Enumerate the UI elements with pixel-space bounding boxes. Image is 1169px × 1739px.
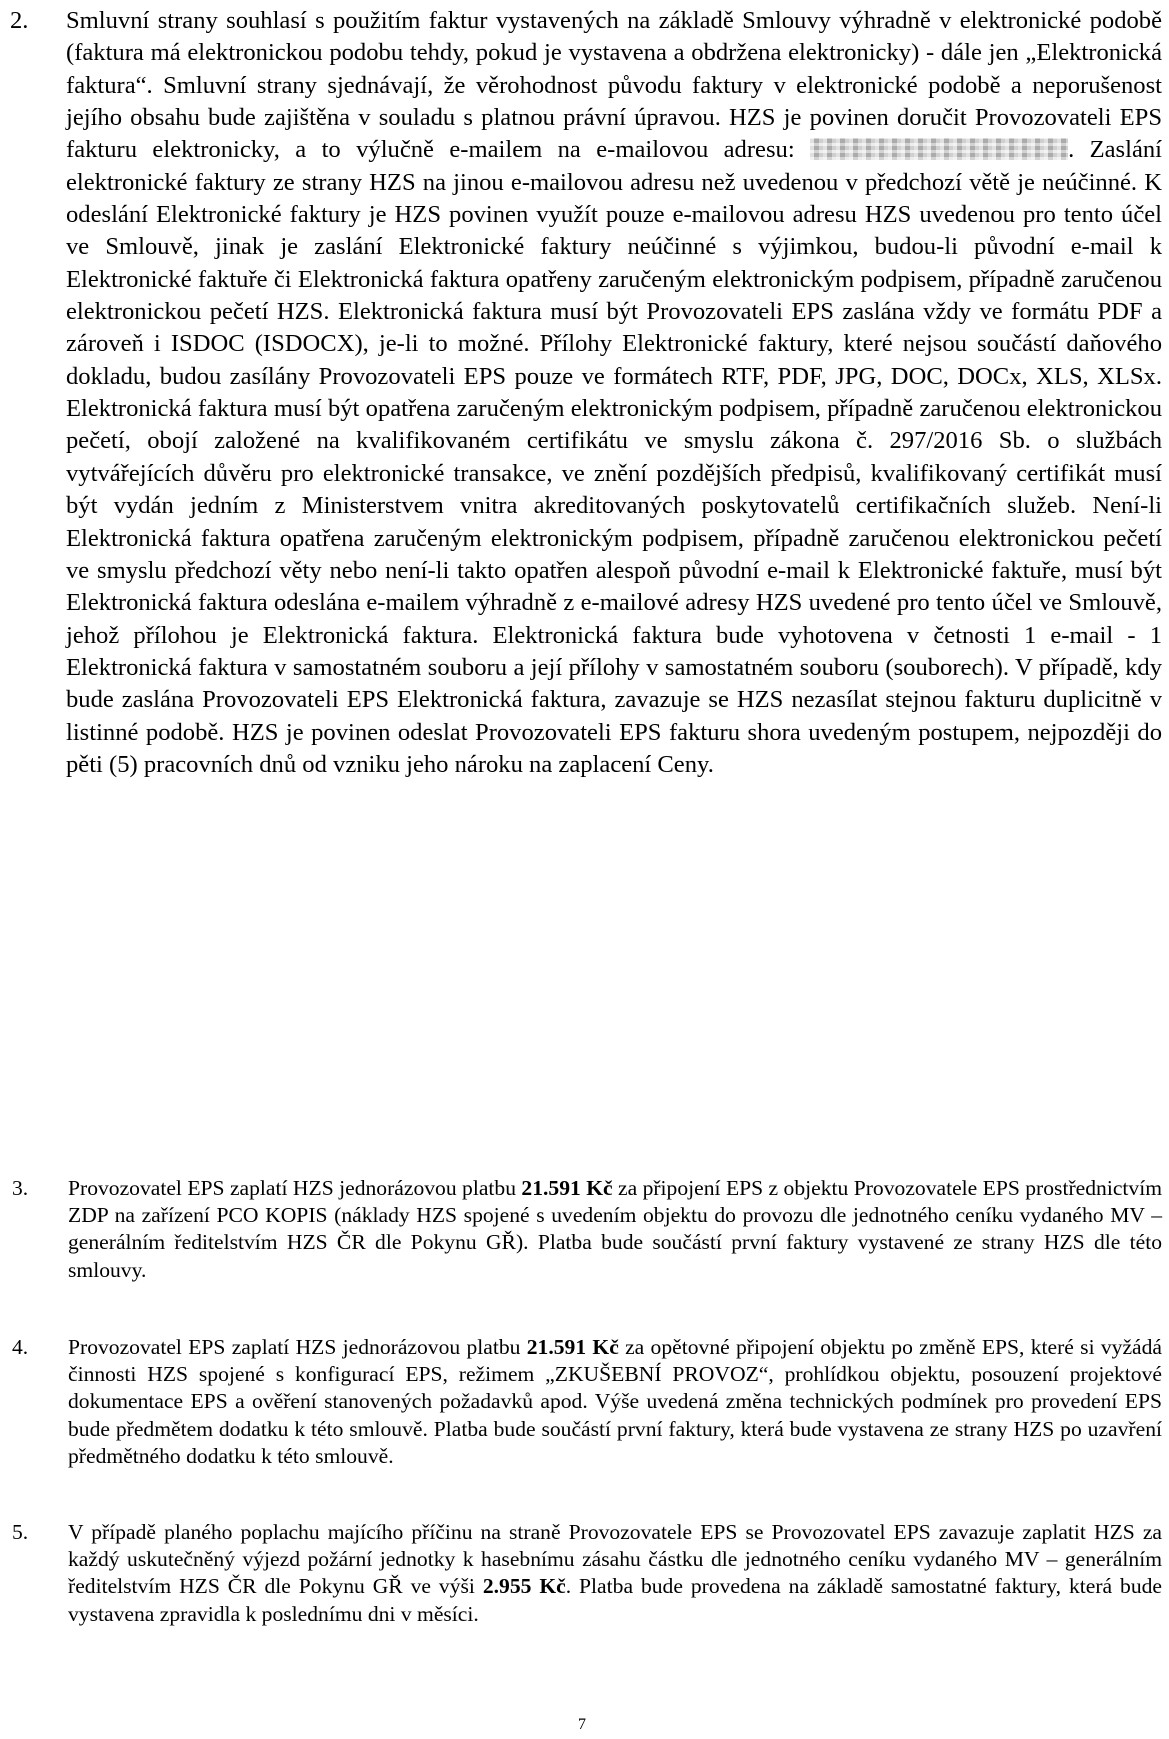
clause-text-part: Provozovatel EPS zaplatí HZS jednorázovou platbu	[68, 1335, 527, 1359]
clause-3	[10, 1175, 1162, 1284]
clause-text	[68, 1175, 1162, 1284]
payment-amount: 21.591 Kč	[521, 1176, 613, 1200]
clause-text-part: za opětovné připojení objektu po změně EPS, které si vyžádá činnosti HZS spojené s konfigurací EPS, režimem „ZKUŠEBNÍ PROVOZ“, prohlídkou objektu, posouzení projektové dokumentace EPS a ověření stanovených požadavků apod. Výše uvedená změna technických podmínek pro provedení EPS bude předmětem dodatku k této smlouvě. Platba bude součástí první faktury, která bude vystavena ze strany HZS po uzavření předmětného dodatku k této smlouvě.	[68, 1335, 1162, 1468]
clause-text-part: . Platba bude provedena na základě samostatné faktury, která bude vystavena zpravidla k poslednímu dni v měsíci.	[68, 1574, 1163, 1626]
clause-text-part: . Zaslání elektronické faktury ze strany HZS na jinou e-mailovou adresu než uvedenou v předchozí větě je neúčinné. K odeslání Elektronické faktury je HZS povinen využít pouze e-mailovou adresu HZS uvedenou pro tento účel ve Smlouvě, jinak je zaslání Elektronické faktury neúčinné s výjimkou, budou-li původní e-mail k Elektronické faktuře či Elektronická faktura opatřeny zaručeným elektronickým podpisem, případně zaručenou elektronickou pečetí HZS. Elektronická faktura musí být Provozovateli EPS zaslána vždy ve formátu PDF a zároveň i ISDOC (ISDOCX), je-li to možné. Přílohy Elektronické faktury, které nejsou součástí daňového dokladu, budou zasílány Provozovateli EPS pouze ve formátech RTF, PDF, JPG, DOC, DOCx, XLS, XLSx. Elektronická faktura musí být opatřena zaručeným elektronickým podpisem, případně zaručenou elektronickou pečetí, obojí založené na kvalifikovaném certifikátu ve smyslu zákona č. 297/2016 Sb. o službách vytvářejících důvěru pro elektronické transakce, ve znění pozdějších předpisů, kvalifikovaný certifikát musí být vydán jedním z Ministerstvem vnitra akreditovaných poskytovatelů certifikačních služeb. Není-li Elektronická faktura opatřena zaručeným elektronickým podpisem, případně zaručenou elektronickou pečetí ve smyslu předchozí věty nebo není-li takto opatřen alespoň původní e-mail k Elektronické faktuře, musí být Elektronická faktura odeslána e-mailem výhradně z e-mailové adresy HZS uvedené pro tento účel ve Smlouvě, jehož přílohou je Elektronická faktura. Elektronická faktura bude vyhotovena v četnosti 1 e-mail - 1 Elektronická faktura v samostatném souboru a její přílohy v samostatném souboru (souborech). V případě, kdy bude zaslána Provozovateli EPS Elektronická faktura, zavazuje se HZS nezasílat stejnou fakturu duplicitně v listinné podobě. HZS je povinen odeslat Provozovateli EPS fakturu shora uvedeným postupem, nejpozději do pěti (5) pracovních dnů od vzniku jeho nároku na zaplacení Ceny.	[66, 136, 1162, 778]
clause-text	[68, 1519, 1162, 1628]
clause-text	[66, 5, 1162, 781]
page-number: 7	[578, 1716, 586, 1733]
payment-amount: 21.591 Kč	[526, 1335, 619, 1359]
clause-number: 5.	[12, 1520, 29, 1544]
redacted-email-address	[810, 138, 1068, 160]
clause-text	[68, 1334, 1162, 1470]
clause-number: 3.	[12, 1176, 29, 1200]
payment-amount: 2.955 Kč	[482, 1574, 566, 1599]
clause-text-part: Smluvní strany souhlasí s použitím faktur vystavených na základě Smlouvy výhradně v elektronické podobě (faktura má elektronickou podobu tehdy, pokud je vystavena a obdržena elektronicky) - dále jen „Elektronická faktura“. Smluvní strany sjednávají, že věrohodnost původu faktury v elektronické podobě a neporušenost jejího obsahu bude zajištěna v souladu s platnou právní úpravou. HZS je povinen doručit Provozovateli EPS fakturu elektronicky, a to výlučně e-mailem na e-mailovou adresu:	[66, 7, 1162, 164]
clause-4	[10, 1334, 1162, 1470]
clause-text-part: V případě planého poplachu majícího příčinu na straně Provozovatele EPS se Provozovatel EPS zavazuje zaplatit HZS za každý uskutečněný výjezd požární jednotky k hasebnímu zásahu částku dle jednotného ceníku vydaného MV – generálním ředitelstvím HZS ČR dle Pokynu GŘ ve výši	[68, 1520, 1162, 1599]
clause-5	[10, 1519, 1162, 1628]
clause-text-part: za připojení EPS z objektu Provozovatele EPS prostřednictvím ZDP na zařízení PCO KOPIS (náklady HZS spojené s uvedením objektu do provozu dle jednotného ceníku vydaného MV – generálním ředitelstvím HZS ČR dle Pokynu GŘ). Platba bude součástí první faktury vystavené ze strany HZS dle této smlouvy.	[68, 1176, 1162, 1282]
clause-number: 4.	[12, 1335, 29, 1359]
clause-2	[10, 5, 1162, 781]
clause-number: 2.	[10, 7, 29, 34]
clause-text-part: Provozovatel EPS zaplatí HZS jednorázovou platbu	[68, 1176, 522, 1200]
